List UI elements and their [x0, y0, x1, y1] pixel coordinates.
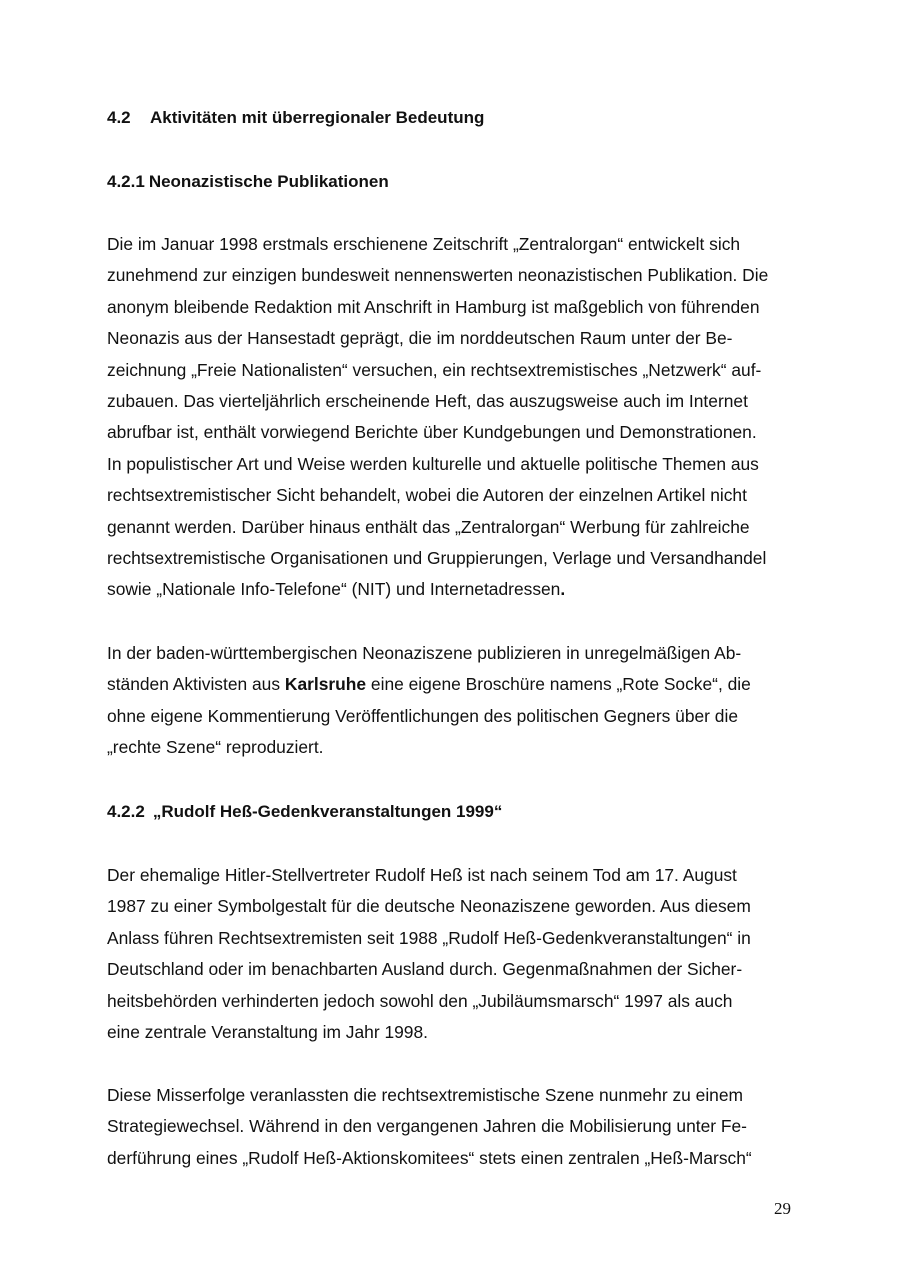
- paragraph-strategiewechsel: [107, 1080, 807, 1174]
- text-line: rechtsextremistischer Sicht behandelt, wobei die Autoren der einzelnen Artikel nicht: [107, 485, 747, 506]
- text-line: Neonazis aus der Hansestadt geprägt, die im norddeutschen Raum unter der Be-: [107, 328, 733, 349]
- section-number: 4.2: [107, 108, 131, 127]
- text-line: genannt werden. Darüber hinaus enthält das „Zentralorgan“ Werbung für zahlreiche: [107, 516, 750, 537]
- section-number: 4.2.2: [107, 802, 145, 821]
- text-line: Deutschland oder im benachbarten Ausland durch. Gegenmaßnahmen der Sicher-: [107, 959, 743, 980]
- paragraph-hess: [107, 860, 807, 1048]
- section-heading-4-2: [107, 108, 484, 128]
- text-line: [107, 669, 807, 700]
- section-number: 4.2.1: [107, 172, 145, 191]
- text-segment: sowie „Nationale Info-Telefone“ (NIT) und Internetadressen: [107, 579, 561, 600]
- section-title: Aktivitäten mit überregionaler Bedeutung: [150, 108, 485, 127]
- text-line: zubauen. Das vierteljährlich erscheinende Heft, das auszugsweise auch im Internet: [107, 391, 748, 412]
- text-line: [107, 574, 807, 605]
- section-heading-4-2-2: [107, 802, 502, 822]
- text-line: Strategiewechsel. Während in den vergangenen Jahren die Mobilisierung unter Fe-: [107, 1116, 747, 1137]
- text-segment: ständen Aktivisten aus: [107, 674, 285, 695]
- text-line: 1987 zu einer Symbolgestalt für die deutsche Neonaziszene geworden. Aus diesem: [107, 896, 751, 917]
- text-segment-bold: .: [560, 579, 566, 600]
- section-title: Neonazistische Publikationen: [148, 172, 389, 191]
- text-line: heitsbehörden verhinderten jedoch sowohl den „Jubiläumsmarsch“ 1997 als auch: [107, 990, 733, 1011]
- text-line: In der baden-württembergischen Neonaziszene publizieren in unregelmäßigen Ab-: [107, 643, 742, 663]
- text-line: „rechte Szene“ reproduziert.: [107, 737, 324, 758]
- text-line: abrufbar ist, enthält vorwiegend Berichte über Kundgebungen und Demonstrationen.: [107, 422, 757, 443]
- text-line: eine zentrale Veranstaltung im Jahr 1998.: [107, 1022, 428, 1043]
- text-line: Die im Januar 1998 erstmals erschienene Zeitschrift „Zentralorgan“ entwickelt sich: [107, 234, 741, 254]
- text-line: derführung eines „Rudolf Heß-Aktionskomitees“ stets einen zentralen „Heß-Marsch“: [107, 1147, 752, 1168]
- section-heading-4-2-1: [107, 172, 389, 192]
- text-segment: eine eigene Broschüre namens „Rote Socke“, die: [366, 674, 751, 695]
- text-segment-bold: Karlsruhe: [284, 674, 367, 695]
- page-number: 29: [774, 1199, 791, 1218]
- text-line: Der ehemalige Hitler-Stellvertreter Rudolf Heß ist nach seinem Tod am 17. August: [107, 865, 737, 885]
- text-line: Anlass führen Rechtsextremisten seit 1988 „Rudolf Heß-Gedenkveranstaltungen“ in: [107, 927, 751, 948]
- text-line: Diese Misserfolge veranlassten die rechtsextremistische Szene nunmehr zu einem: [107, 1085, 744, 1105]
- text-line: ohne eigene Kommentierung Veröffentlichungen des politischen Gegners über die: [107, 705, 739, 726]
- text-line: zeichnung „Freie Nationalisten“ versuchen, ein rechtsextremistisches „Netzwerk“ auf-: [107, 359, 762, 380]
- section-title: „Rudolf Heß-Gedenkveranstaltungen 1999“: [152, 802, 503, 821]
- text-line: zunehmend zur einzigen bundesweit nennenswerten neonazistischen Publikation. Die: [107, 265, 769, 286]
- paragraph-rote-socke: [107, 638, 807, 764]
- text-line: In populistischer Art und Weise werden kulturelle und aktuelle politische Themen aus: [107, 453, 759, 474]
- text-line: anonym bleibende Redaktion mit Anschrift in Hamburg ist maßgeblich von führenden: [107, 296, 760, 317]
- paragraph-zentralorgan: [107, 229, 807, 606]
- text-line: rechtsextremistische Organisationen und Gruppierungen, Verlage und Versandhandel: [107, 548, 767, 569]
